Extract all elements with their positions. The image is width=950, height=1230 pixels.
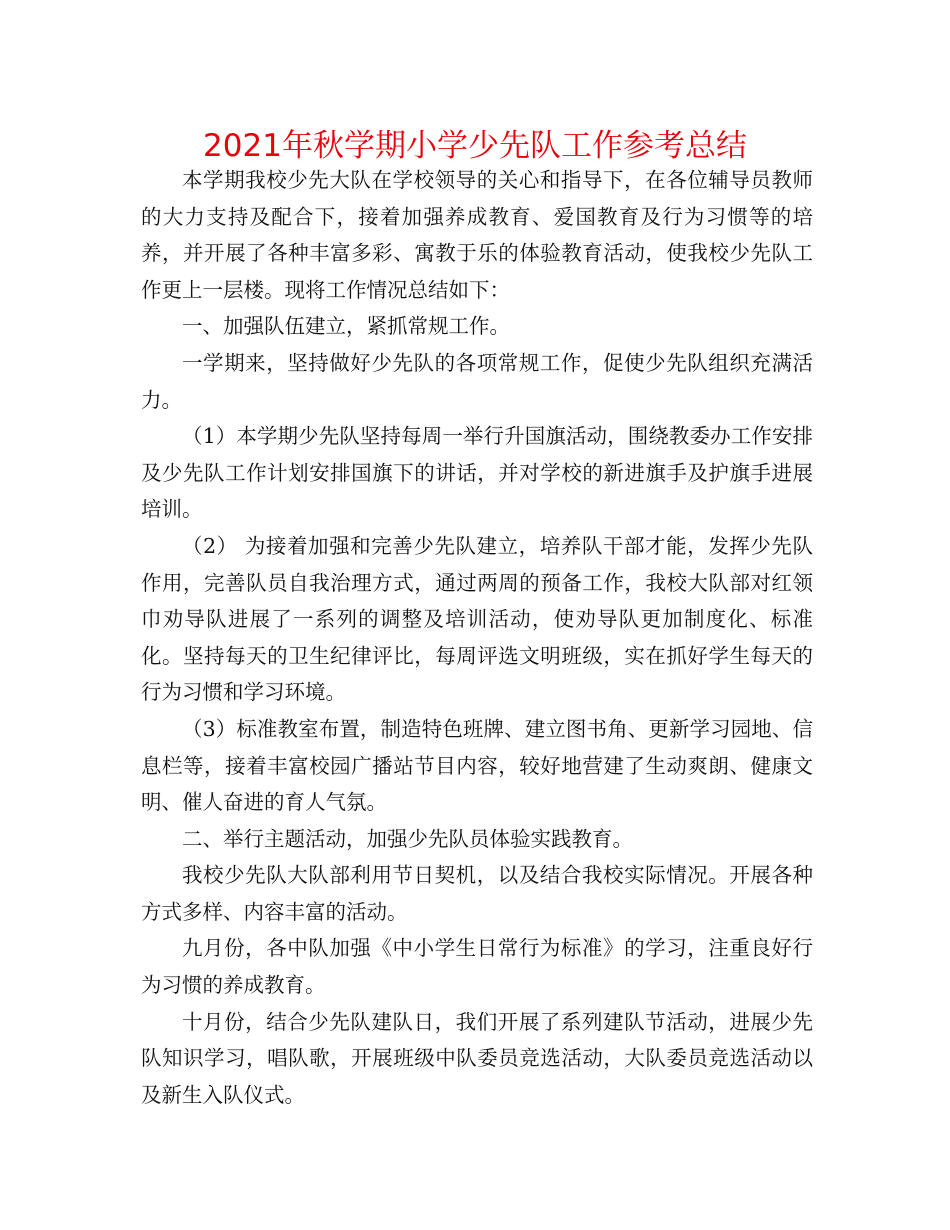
paragraph-routine: 一学期来，坚持做好少先队的各项常规工作，促使少先队组织充满活力。 — [141, 350, 813, 412]
paragraph-activities: 我校少先队大队部利用节日契机，以及结合我校实际情况。开展各种方式多样、内容丰富的活动。 — [141, 863, 813, 924]
document-body — [141, 162, 813, 1113]
paragraph-october: 十月份，结合少先队建队日，我们开展了系列建队节活动，进展少先队知识学习，唱队歌，开展班级中队委员竞选活动，大队委员竞选活动以及新生入队仪式。 — [141, 1009, 813, 1107]
paragraph-item-3: （3）标准教室布置，制造特色班牌、建立图书角、更新学习园地、信息栏等，接着丰富校园广播站节目内容，较好地营建了生动爽朗、健康文明、催人奋进的育人气氛。 — [141, 716, 813, 815]
document-title: 2021年秋学期小学少先队工作参考总结 — [203, 128, 747, 164]
section-heading-1: 一、加强队伍建立，紧抓常规工作。 — [182, 314, 510, 339]
paragraph-item-1: （1）本学期少先队坚持每周一举行升国旗活动，围绕教委办工作安排及少先队工作计划安排国旗下的讲话，并对学校的新进旗手及护旗手进展培训。 — [141, 424, 813, 522]
paragraph-item-2: （2） 为接着加强和完善少先队建立，培养队干部才能，发挥少先队作用，完善队员自我治理方式，通过两周的预备工作，我校大队部对红领巾劝导队进展了一系列的调整及培训活动，使劝导队更加制度化、标准化。坚持每天的卫生纪律评比，每周评选文明班级，实在抓好学生每天的行为习惯和学习环境。 — [141, 533, 813, 705]
paragraph-september: 九月份，各中队加强《中小学生日常行为标准》的学习，注重良好行为习惯的养成教育。 — [141, 936, 813, 998]
section-heading-2: 二、举行主题活动，加强少先队员体验实践教育。 — [182, 826, 633, 851]
paragraph-intro: 本学期我校少先大队在学校领导的关心和指导下，在各位辅导员教师的大力支持及配合下，接着加强养成教育、爱国教育及行为习惯等的培养，并开展了各种丰富多彩、寓教于乐的体验教育活动，使我校少先队工作更上一层楼。现将工作情况总结如下： — [141, 168, 813, 302]
